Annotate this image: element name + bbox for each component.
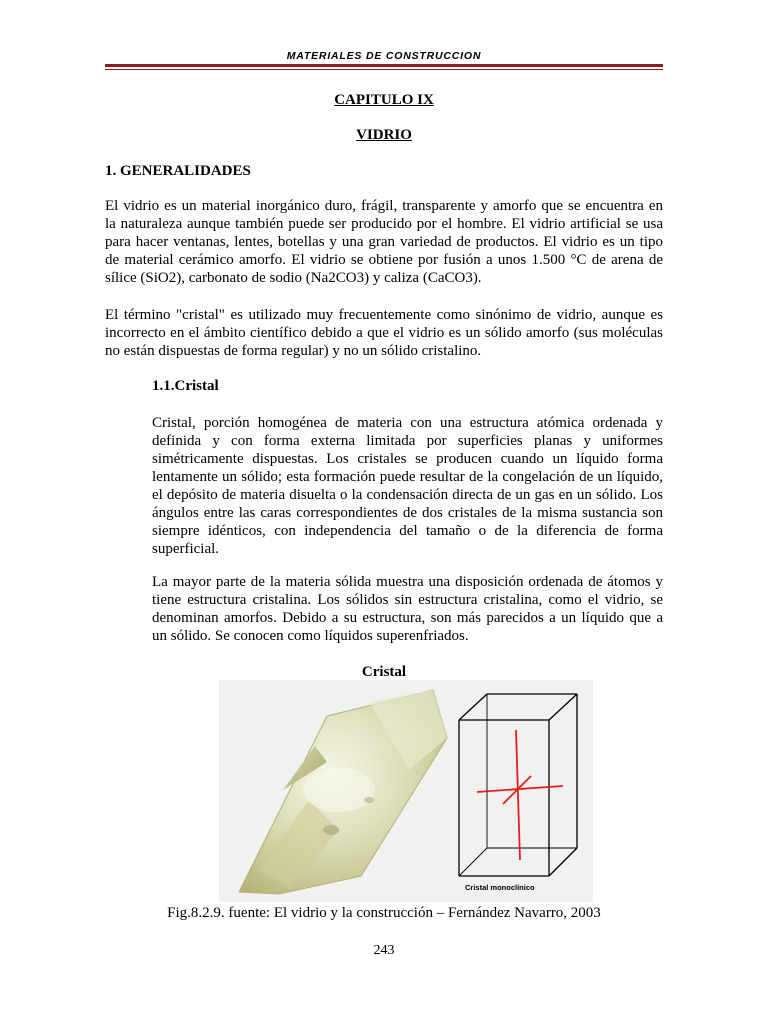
crystal-inclusion — [364, 797, 374, 803]
crystal-highlight — [303, 768, 375, 812]
figure-title: Cristal — [361, 664, 407, 680]
crystal-axes — [477, 730, 563, 860]
page-number: 243 — [373, 943, 395, 958]
paragraph-line: definida y con forma externa limitada por superficies planas y uniformes — [152, 433, 663, 449]
paragraph-line: superficial. — [152, 541, 220, 557]
paragraph-line: La mayor parte de la materia sólida muestra una disposición ordenada de átomos y — [152, 574, 663, 590]
crystal-inclusion — [323, 825, 339, 835]
header-rule-thick — [105, 64, 663, 67]
paragraph-line: no están dispuestas de forma regular) y no un sólido cristalino. — [105, 343, 482, 359]
paragraph-line: siempre idénticos, con independencia del tamaño o de la diferencia de forma — [152, 523, 663, 539]
paragraph-line: el depósito de materia disuelta o la condensación directa de un gas en un sólido. Los — [152, 487, 663, 503]
paragraph-line: El vidrio es un material inorgánico duro, frágil, transparente y amorfo que se encuentra en — [105, 198, 663, 214]
figure-caption: Fig.8.2.9. fuente: El vidrio y la construcción – Fernández Navarro, 2003 — [167, 905, 601, 921]
crystal-figure — [219, 680, 593, 902]
chapter-number: CAPITULO IX — [334, 92, 434, 108]
paragraph-line: para hacer ventanas, lentes, botellas y una gran variedad de productos. El vidrio es un tipo — [105, 234, 663, 250]
paragraph-line: incorrecto en el ámbito científico debido a que el vidrio es un sólido amorfo (sus moléculas — [105, 325, 663, 341]
paragraph-line: la naturaleza aunque también puede ser producido por el hombre. El vidrio artificial se usa — [105, 216, 663, 232]
paragraph-generalidades-1 — [105, 197, 663, 287]
paragraph-line: denominan amorfos. Debido a su estructura, son más parecidos a un líquido que a — [152, 610, 663, 626]
diagram-hidden-edge — [459, 848, 487, 876]
section-heading-generalidades: 1. GENERALIDADES — [105, 163, 251, 179]
paragraph-line: simétricamente dispuestas. Los cristales se producen cuando un líquido forma — [152, 451, 663, 467]
subsection-heading-cristal: 1.1.Cristal — [152, 378, 219, 394]
paragraph-cristal-2 — [152, 573, 663, 645]
paragraph-line: un sólido. Se conocen como líquidos superenfriados. — [152, 628, 469, 644]
crystal-figure-svg — [219, 680, 593, 902]
paragraph-line: lentamente un sólido; esta formación puede resultar de la congelación de un líquido, — [152, 469, 663, 485]
diagram-edge — [549, 848, 577, 876]
paragraph-line: tiene estructura cristalina. Los sólidos sin estructura cristalina, como el vidrio, se — [152, 592, 663, 608]
diagram-label: Cristal monoclínico — [465, 883, 535, 892]
paragraph-cristal-1 — [152, 414, 663, 558]
diagram-edge — [549, 694, 577, 720]
paragraph-line: El término "cristal" es utilizado muy frecuentemente como sinónimo de vidrio, aunque es — [105, 307, 663, 323]
chapter-title: VIDRIO — [356, 127, 412, 143]
header-rule-thin — [105, 69, 663, 70]
paragraph-line: Cristal, porción homogénea de materia con una estructura atómica ordenada y — [152, 415, 663, 431]
crystal-photo — [239, 690, 447, 894]
axis-vertical — [516, 730, 520, 860]
diagram-edge — [459, 694, 487, 720]
paragraph-generalidades-2 — [105, 306, 663, 360]
paragraph-line: sílice (SiO2), carbonato de sodio (Na2CO3) y caliza (CaCO3). — [105, 270, 482, 286]
paragraph-line: de material cerámico amorfo. El vidrio se obtiene por fusión a unos 1.500 °C de arena de — [105, 252, 663, 268]
running-header-title: MATERIALES DE CONSTRUCCION — [286, 50, 482, 62]
paragraph-line: ángulos entre las caras correspondientes de dos cristales de la misma sustancia son — [152, 505, 663, 521]
